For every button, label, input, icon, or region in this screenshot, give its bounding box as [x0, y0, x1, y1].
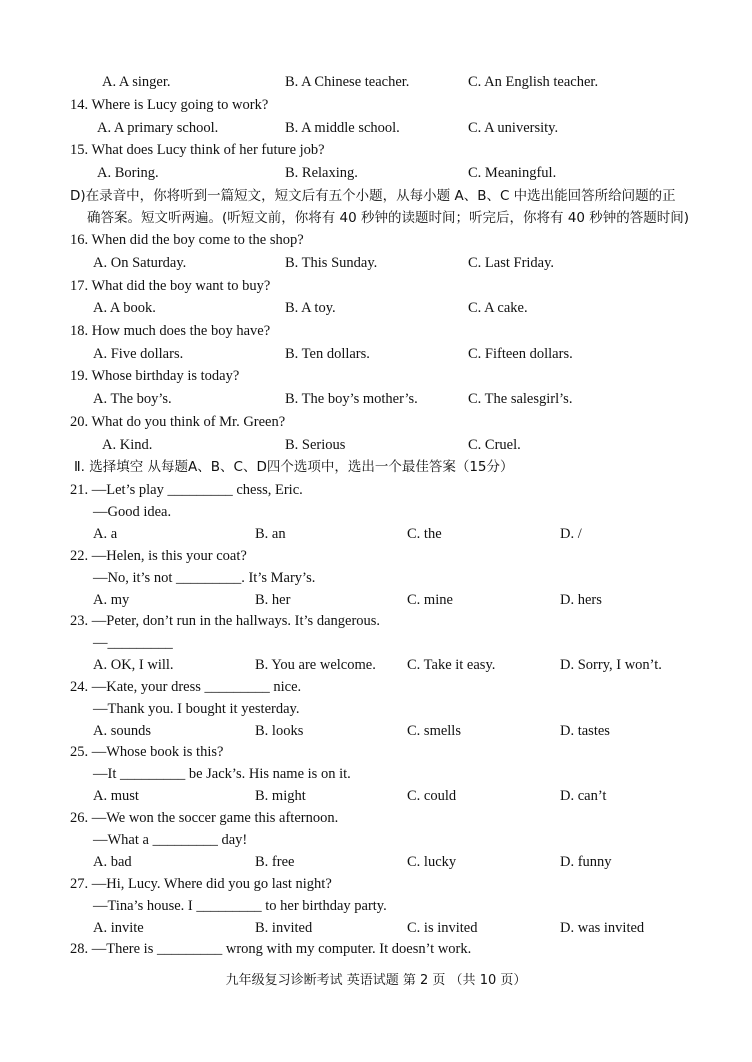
option-b: B. Serious [285, 437, 346, 453]
option-c: C. the [407, 526, 442, 542]
option-b: B. invited [255, 920, 313, 936]
option-b: B. free [255, 854, 295, 870]
options-row [0, 720, 752, 742]
question-reply: —Tina’s house. I _________ to her birthday party. [93, 898, 387, 914]
question-reply: —No, it’s not _________. It’s Mary’s. [93, 570, 316, 586]
question-stem: 21. —Let’s play _________ chess, Eric. [70, 482, 303, 498]
question-stem: 24. —Kate, your dress _________ nice. [70, 679, 302, 695]
question-reply: —What a _________ day! [93, 832, 248, 848]
option-a: A. must [93, 788, 139, 804]
option-a: A. A singer. [102, 74, 171, 90]
option-c: C. smells [407, 723, 461, 739]
option-c: C. A cake. [468, 300, 528, 316]
section-instructions: 确答案。短文听两遍。(听短文前，你将有 40 秒钟的读题时间；听完后，你将有 40 秒钟的答题时间) [87, 210, 690, 226]
option-d: D. can’t [560, 788, 607, 804]
options-row [0, 917, 752, 939]
option-d: D. Sorry, I won’t. [560, 657, 662, 673]
option-b: B. You are welcome. [255, 657, 376, 673]
options-row [0, 654, 752, 676]
option-c: C. Last Friday. [468, 255, 555, 271]
section-instructions: D)在录音中，你将听到一篇短文，短文后有五个小题，从每小题 A、B、C 中选出能回答所给问题的正 [70, 188, 676, 204]
option-b: B. Ten dollars. [285, 346, 370, 362]
option-b: B. A Chinese teacher. [285, 74, 410, 90]
options-row [0, 162, 752, 184]
option-a: A. OK, I will. [93, 657, 174, 673]
question-reply: —Good idea. [93, 504, 172, 520]
option-d: D. tastes [560, 723, 610, 739]
question-stem: 22. —Helen, is this your coat? [70, 548, 247, 564]
option-b: B. A toy. [285, 300, 336, 316]
option-a: A. A book. [93, 300, 156, 316]
question-stem: 15. What does Lucy think of her future job? [70, 142, 325, 158]
option-b: B. This Sunday. [285, 255, 378, 271]
question-reply: —Thank you. I bought it yesterday. [93, 701, 300, 717]
question-stem: 25. —Whose book is this? [70, 744, 224, 760]
options-row [0, 785, 752, 807]
options-row [0, 117, 752, 139]
option-b: B. her [255, 592, 291, 608]
question-stem: 27. —Hi, Lucy. Where did you go last night? [70, 876, 332, 892]
option-d: D. / [560, 526, 582, 542]
question-stem: 19. Whose birthday is today? [70, 368, 240, 384]
option-c: C. mine [407, 592, 453, 608]
option-b: B. might [255, 788, 306, 804]
option-a: A. my [93, 592, 130, 608]
options-row [0, 297, 752, 319]
option-c: C. The salesgirl’s. [468, 391, 573, 407]
question-stem: 26. —We won the soccer game this afternoon. [70, 810, 339, 826]
option-c: C. Take it easy. [407, 657, 496, 673]
option-d: D. funny [560, 854, 612, 870]
options-row [0, 589, 752, 611]
option-c: C. An English teacher. [468, 74, 599, 90]
options-row [0, 388, 752, 410]
option-c: C. Fifteen dollars. [468, 346, 573, 362]
option-c: C. Meaningful. [468, 165, 557, 181]
option-c: C. is invited [407, 920, 478, 936]
option-b: B. A middle school. [285, 120, 400, 136]
option-b: B. The boy’s mother’s. [285, 391, 418, 407]
option-a: A. Kind. [102, 437, 153, 453]
option-c: C. A university. [468, 120, 559, 136]
options-row [0, 523, 752, 545]
options-row [0, 71, 752, 93]
option-a: A. A primary school. [97, 120, 219, 136]
question-stem: 14. Where is Lucy going to work? [70, 97, 269, 113]
options-row [0, 343, 752, 365]
question-stem: 20. What do you think of Mr. Green? [70, 414, 286, 430]
option-c: C. lucky [407, 854, 457, 870]
option-d: D. was invited [560, 920, 645, 936]
page-footer: 九年级复习诊断考试 英语试题 第 2 页 （共 10 页） [225, 973, 527, 988]
option-a: A. sounds [93, 723, 152, 739]
question-stem: 18. How much does the boy have? [70, 323, 271, 339]
question-reply: —_________ [93, 635, 173, 651]
option-a: A. Five dollars. [93, 346, 184, 362]
question-stem: 23. —Peter, don’t run in the hallways. It’s dangerous. [70, 613, 381, 629]
question-stem: 28. —There is _________ wrong with my computer. It doesn’t work. [70, 941, 472, 957]
option-a: A. The boy’s. [93, 391, 172, 407]
option-b: B. Relaxing. [285, 165, 358, 181]
option-d: D. hers [560, 592, 602, 608]
option-a: A. invite [93, 920, 144, 936]
option-c: C. could [407, 788, 457, 804]
option-a: A. On Saturday. [93, 255, 187, 271]
options-row [0, 434, 752, 456]
option-a: A. Boring. [97, 165, 159, 181]
options-row [0, 252, 752, 274]
option-c: C. Cruel. [468, 437, 521, 453]
question-stem: 17. What did the boy want to buy? [70, 278, 271, 294]
option-b: B. an [255, 526, 286, 542]
option-a: A. bad [93, 854, 132, 870]
question-reply: —It _________ be Jack’s. His name is on it. [93, 766, 351, 782]
option-a: A. a [93, 526, 118, 542]
section-heading: Ⅱ. 选择填空 从每题A、B、C、D四个选项中，选出一个最佳答案（15分） [74, 459, 514, 475]
options-row [0, 851, 752, 873]
question-stem: 16. When did the boy come to the shop? [70, 232, 304, 248]
option-b: B. looks [255, 723, 304, 739]
